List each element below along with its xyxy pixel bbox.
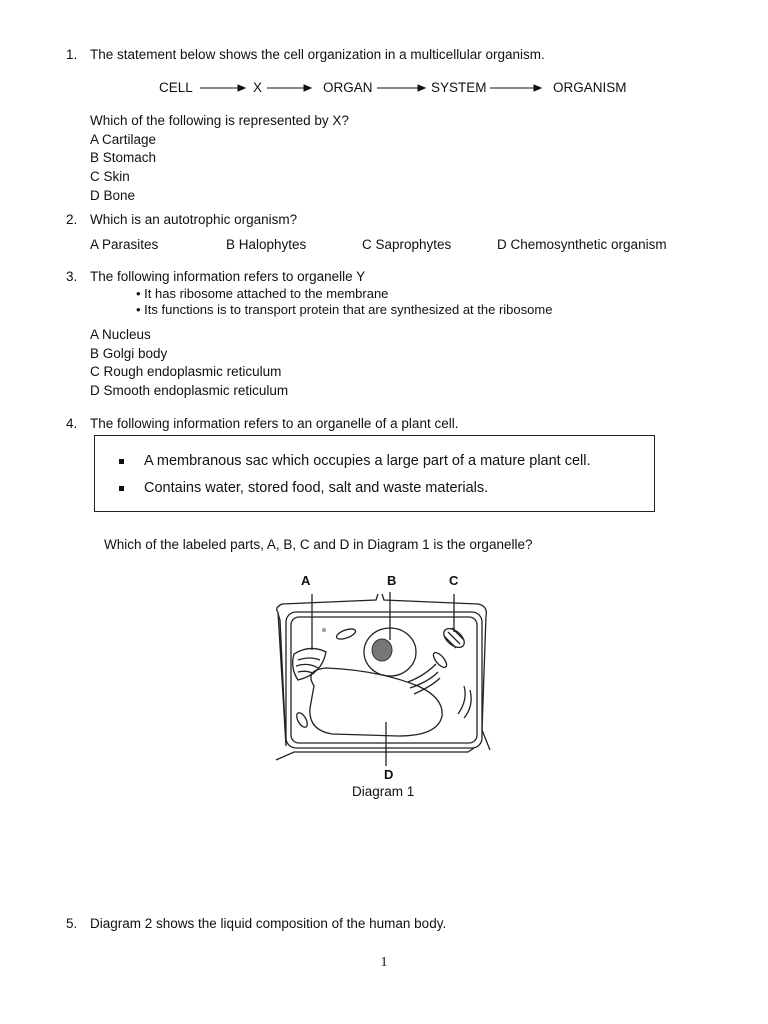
diagram-label-b: B xyxy=(387,573,397,588)
flow-step: CELL xyxy=(159,80,193,95)
answer-option: D Chemosynthetic organism xyxy=(497,237,667,252)
plant-cell-icon xyxy=(268,590,498,770)
diagram-label-c: C xyxy=(449,573,459,588)
answer-option: C Skin xyxy=(90,169,130,184)
question-prompt: Which of the following is represented by X? xyxy=(90,113,349,128)
answer-option: B Stomach xyxy=(90,150,157,165)
flow-arrows xyxy=(0,0,768,100)
question-text: Diagram 2 shows the liquid composition of the human body. xyxy=(90,916,447,931)
question-number: 1. xyxy=(66,47,78,62)
question-text: The following information refers to an organelle of a plant cell. xyxy=(90,416,459,431)
info-box-item: A membranous sac which occupies a large part of a mature plant cell. xyxy=(144,453,591,469)
square-bullet-icon xyxy=(119,486,124,491)
flow-step: SYSTEM xyxy=(431,80,487,95)
info-box xyxy=(94,435,655,512)
flow-step: ORGAN xyxy=(323,80,373,95)
answer-option: C Rough endoplasmic reticulum xyxy=(90,364,282,379)
square-bullet-icon xyxy=(119,459,124,464)
answer-option: A Parasites xyxy=(90,237,159,252)
answer-option: D Smooth endoplasmic reticulum xyxy=(90,383,289,398)
question-number: 4. xyxy=(66,416,78,431)
question-prompt: Which of the labeled parts, A, B, C and D in Diagram 1 is the organelle? xyxy=(104,537,533,552)
question-number: 2. xyxy=(66,212,78,227)
flow-step: ORGANISM xyxy=(553,80,627,95)
diagram-caption: Diagram 1 xyxy=(352,784,415,799)
answer-option: D Bone xyxy=(90,188,136,203)
info-bullet: • Its functions is to transport protein that are synthesized at the ribosome xyxy=(136,302,553,317)
diagram-label-a: A xyxy=(301,573,311,588)
answer-option: B Halophytes xyxy=(226,237,307,252)
page-number: 1 xyxy=(380,955,388,970)
info-box-item: Contains water, stored food, salt and waste materials. xyxy=(144,480,489,496)
answer-option: A Nucleus xyxy=(90,327,151,342)
question-text: Which is an autotrophic organism? xyxy=(90,212,298,227)
question-text: The statement below shows the cell organization in a multicellular organism. xyxy=(90,47,545,62)
answer-option: C Saprophytes xyxy=(362,237,452,252)
answer-option: A Cartilage xyxy=(90,132,157,147)
question-number: 5. xyxy=(66,916,78,931)
info-bullet: • It has ribosome attached to the membrane xyxy=(136,286,389,301)
question-text: The following information refers to organelle Y xyxy=(90,269,366,284)
answer-option: B Golgi body xyxy=(90,346,168,361)
question-number: 3. xyxy=(66,269,78,284)
flow-step: X xyxy=(253,80,263,95)
diagram-label-d: D xyxy=(384,767,394,782)
